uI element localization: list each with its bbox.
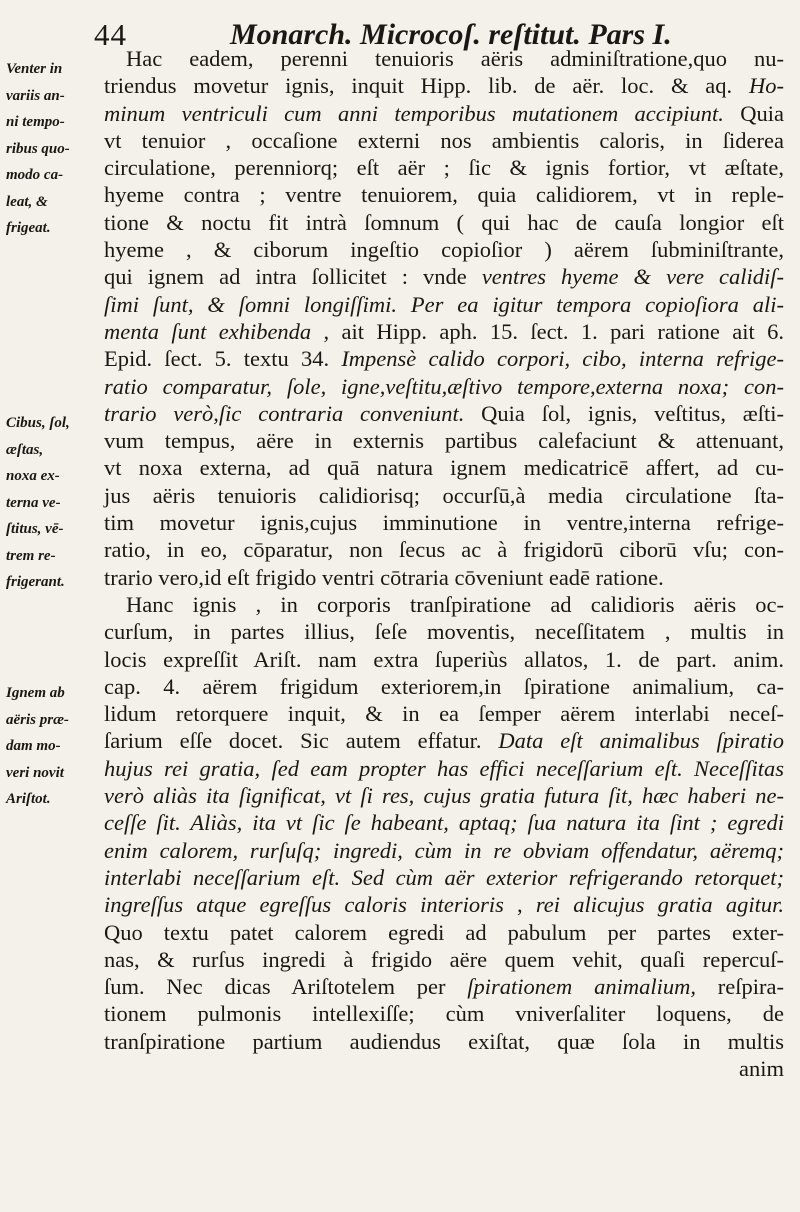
- margin-note-line: frigeat.: [6, 220, 51, 236]
- italic-text: trario verò,ſic contraria conveniunt.: [104, 400, 465, 426]
- text-line: [104, 154, 784, 181]
- text-line: [104, 1028, 784, 1055]
- italic-text: ratio comparatur, ſole, igne,veſtitu,æſtivo tempore,externa noxa; con-: [104, 373, 784, 399]
- text-line: [104, 482, 784, 509]
- text-line: [104, 727, 784, 754]
- roman-text: Hac eadem, perenni tenuioris aëris adminiſtratione,quo nu-: [126, 46, 784, 71]
- text-line: [104, 591, 784, 618]
- text-line: [104, 400, 784, 427]
- margin-note-line: trem re-: [6, 547, 56, 564]
- text-line: [104, 509, 784, 536]
- italic-text: minum ventriculi cum anni temporibus mutationem accipiunt.: [104, 100, 724, 126]
- italic-text: verò aliàs ita ſignificat, vt ſi res, cujus gratia futura ſit, hæc haberi ne-: [104, 783, 784, 809]
- text-line: [104, 209, 784, 236]
- text-line: [104, 564, 784, 591]
- text-line: [104, 236, 784, 263]
- margin-note-2: [6, 410, 98, 596]
- text-line: [104, 291, 784, 318]
- roman-text: curſum, in partes illius, ſeſe moventis, neceſſitatem , multis in: [104, 619, 784, 645]
- roman-text: vum tempus, aëre in externis partibus calefaciunt & attenuant,: [104, 428, 784, 454]
- italic-text: rei alicujus gratia agitur.: [535, 892, 784, 918]
- text-line: [104, 864, 784, 891]
- text-line: [104, 618, 784, 645]
- roman-text: lidum retorquere inquit, & in ea ſemper aërem interlabi neceſ-: [104, 701, 784, 727]
- roman-text: vt noxa externa, ad quā natura ignem medicatricē affert, ad cu-: [104, 455, 784, 481]
- margin-note-1: [6, 56, 98, 242]
- text-line: [104, 318, 784, 345]
- roman-text: tim movetur ignis,cujus imminutione in ventre,interna refrige-: [104, 510, 784, 536]
- margin-note-line: veri novit: [6, 764, 64, 781]
- roman-text: Quia ſol, ignis, veſtitus, æſti-: [464, 400, 784, 426]
- italic-text: ventres hyeme & vere calidiſ-: [481, 264, 784, 290]
- margin-note-line: æſtas,: [6, 441, 44, 458]
- margin-note-line: modo ca-: [6, 167, 64, 183]
- text-line: [104, 263, 784, 290]
- roman-text: triendus movetur ignis, inquit Hipp. lib. de aër. loc. & aq.: [104, 73, 749, 99]
- text-line: [104, 1000, 784, 1027]
- italic-text: ceſſe ſit. Aliàs, ita vt ſic ſe habeant, aptaq; ſua natura ita ſint ; egredi: [104, 810, 784, 836]
- roman-text: jus aëris tenuioris calidiorisq; occurſū,à media circulatione ſta-: [104, 482, 784, 508]
- roman-text: Quo textu patet calorem egredi ad pabulum per partes exter-: [104, 919, 784, 945]
- italic-text: interlabi neceſſarium eſt. Sed cùm aër exterior refrigerando retorquet;: [104, 864, 784, 890]
- roman-text: trario vero,id eſt frigido ventri cōtraria cōveniunt eadē ratione.: [104, 564, 664, 590]
- text-line: [104, 891, 784, 918]
- text-line: [104, 809, 784, 836]
- italic-text: menta ſunt exhibenda: [104, 318, 312, 344]
- roman-text: circulatione, perenniorq; eſt aër ; ſic & ignis fortior, vt æſtate,: [104, 155, 784, 181]
- main-text: [104, 45, 784, 1082]
- text-line: [104, 646, 784, 673]
- roman-text: vt tenuior , occaſione externi nos ambientis caloris, in ſiderea: [104, 127, 784, 153]
- roman-text: hyeme contra ; ventre tenuiorem, quia calidiorem, vt in reple-: [104, 182, 784, 208]
- roman-text: ſum. Nec dicas Ariſtotelem per: [104, 974, 468, 1000]
- roman-text: tranſpiratione partium audiendus exiſtat, quæ ſola in multis: [104, 1028, 784, 1054]
- italic-text: enim calorem, rurſuſq; ingredi, cùm in re obviam offendatur, aëremq;: [104, 837, 784, 863]
- italic-text: ingreſſus atque egreſſus caloris interioris: [104, 892, 504, 918]
- text-line: [104, 72, 784, 99]
- text-line: [104, 454, 784, 481]
- margin-note-3: [6, 680, 98, 813]
- text-line: [104, 373, 784, 400]
- roman-text: Epid. ſect. 5. textu 34.: [104, 346, 342, 372]
- roman-text: hyeme , & ciborum ingeſtio copioſior ) aërem ſubminiſtrante,: [104, 237, 784, 263]
- margin-note-line: noxa ex-: [6, 468, 60, 484]
- roman-text: anim: [739, 1055, 784, 1081]
- text-line: [104, 673, 784, 700]
- italic-text: Data eſt animalibus ſpiratio: [498, 728, 785, 754]
- margin-note-line: variis an-: [6, 87, 65, 104]
- italic-text: Impensè calido corpori, cibo, interna refrige-: [341, 346, 784, 372]
- text-line: [104, 837, 784, 864]
- margin-note-line: ni tempo-: [6, 114, 65, 130]
- margin-note-line: Ariſtot.: [6, 791, 51, 807]
- text-line: [104, 919, 784, 946]
- italic-text: ſimi ſunt, & ſomni longiſſimi. Per ea igitur tempora copioſiora ali-: [104, 291, 784, 317]
- roman-text: locis expreſſit Ariſt. nam extra ſuperiùs allatos, 1. de part. anim.: [104, 646, 784, 672]
- margin-note-line: terna ve-: [6, 494, 61, 511]
- text-line: [104, 100, 784, 127]
- roman-text: qui ignem ad intra ſollicitet : vnde: [104, 264, 482, 290]
- italic-text: Ho-: [749, 73, 784, 99]
- roman-text: Hanc ignis , in corporis tranſpiratione ad calidioris aëris oc-: [126, 591, 784, 617]
- roman-text: nas, & rurſus ingredi à frigido aëre quem vehit, quaſi repercuſ-: [104, 946, 784, 972]
- roman-text: cap. 4. aërem frigidum exteriorem,in ſpiratione animalium, ca-: [104, 673, 784, 699]
- text-line: [104, 755, 784, 782]
- roman-text: tione & noctu fit intrà ſomnum ( qui hac de cauſa longior eſt: [104, 209, 784, 235]
- roman-text: ſarium eſſe docet. Sic autem effatur.: [104, 728, 499, 754]
- margin-note-line: Cibus, ſol,: [6, 415, 70, 431]
- roman-text: ratio, in eo, cōparatur, non ſecus ac à frigidorū ciborū vſu; con-: [104, 537, 784, 563]
- roman-text: Quia: [723, 100, 784, 126]
- text-line: [104, 45, 784, 72]
- text-line: [104, 973, 784, 1000]
- italic-text: ſpirationem animalium,: [467, 974, 696, 1000]
- margin-note-line: leat, &: [6, 193, 48, 210]
- text-line: [104, 536, 784, 563]
- text-line: [104, 345, 784, 372]
- margin-note-line: ſtitus, vē-: [6, 521, 64, 537]
- margin-note-line: Venter in: [6, 61, 63, 77]
- text-line: [104, 700, 784, 727]
- text-line: [104, 946, 784, 973]
- margin-note-line: dam mo-: [6, 738, 61, 754]
- roman-text: ,: [503, 892, 536, 918]
- roman-text: , ait Hipp. aph. 15. ſect. 1. pari ratione ait 6.: [311, 318, 784, 344]
- margin-note-line: frigerant.: [6, 574, 65, 590]
- roman-text: tionem pulmonis intellexiſſe; cùm vniverſaliter loquens, de: [104, 1001, 784, 1027]
- margin-note-line: ribus quo-: [6, 140, 70, 157]
- margin-note-line: Ignem ab: [6, 685, 65, 701]
- text-line: [104, 782, 784, 809]
- page-number: 44: [94, 17, 127, 52]
- text-line: [104, 1055, 784, 1082]
- running-title: Monarch. Microcoſ. reſtitut. Pars I.: [230, 18, 672, 51]
- text-line: [104, 427, 784, 454]
- margin-note-line: aëris præ-: [6, 711, 69, 728]
- text-line: [104, 181, 784, 208]
- text-line: [104, 127, 784, 154]
- roman-text: reſpira-: [695, 974, 784, 1000]
- italic-text: hujus rei gratia, ſed eam propter has effici neceſſarium eſt. Neceſſitas: [104, 755, 784, 781]
